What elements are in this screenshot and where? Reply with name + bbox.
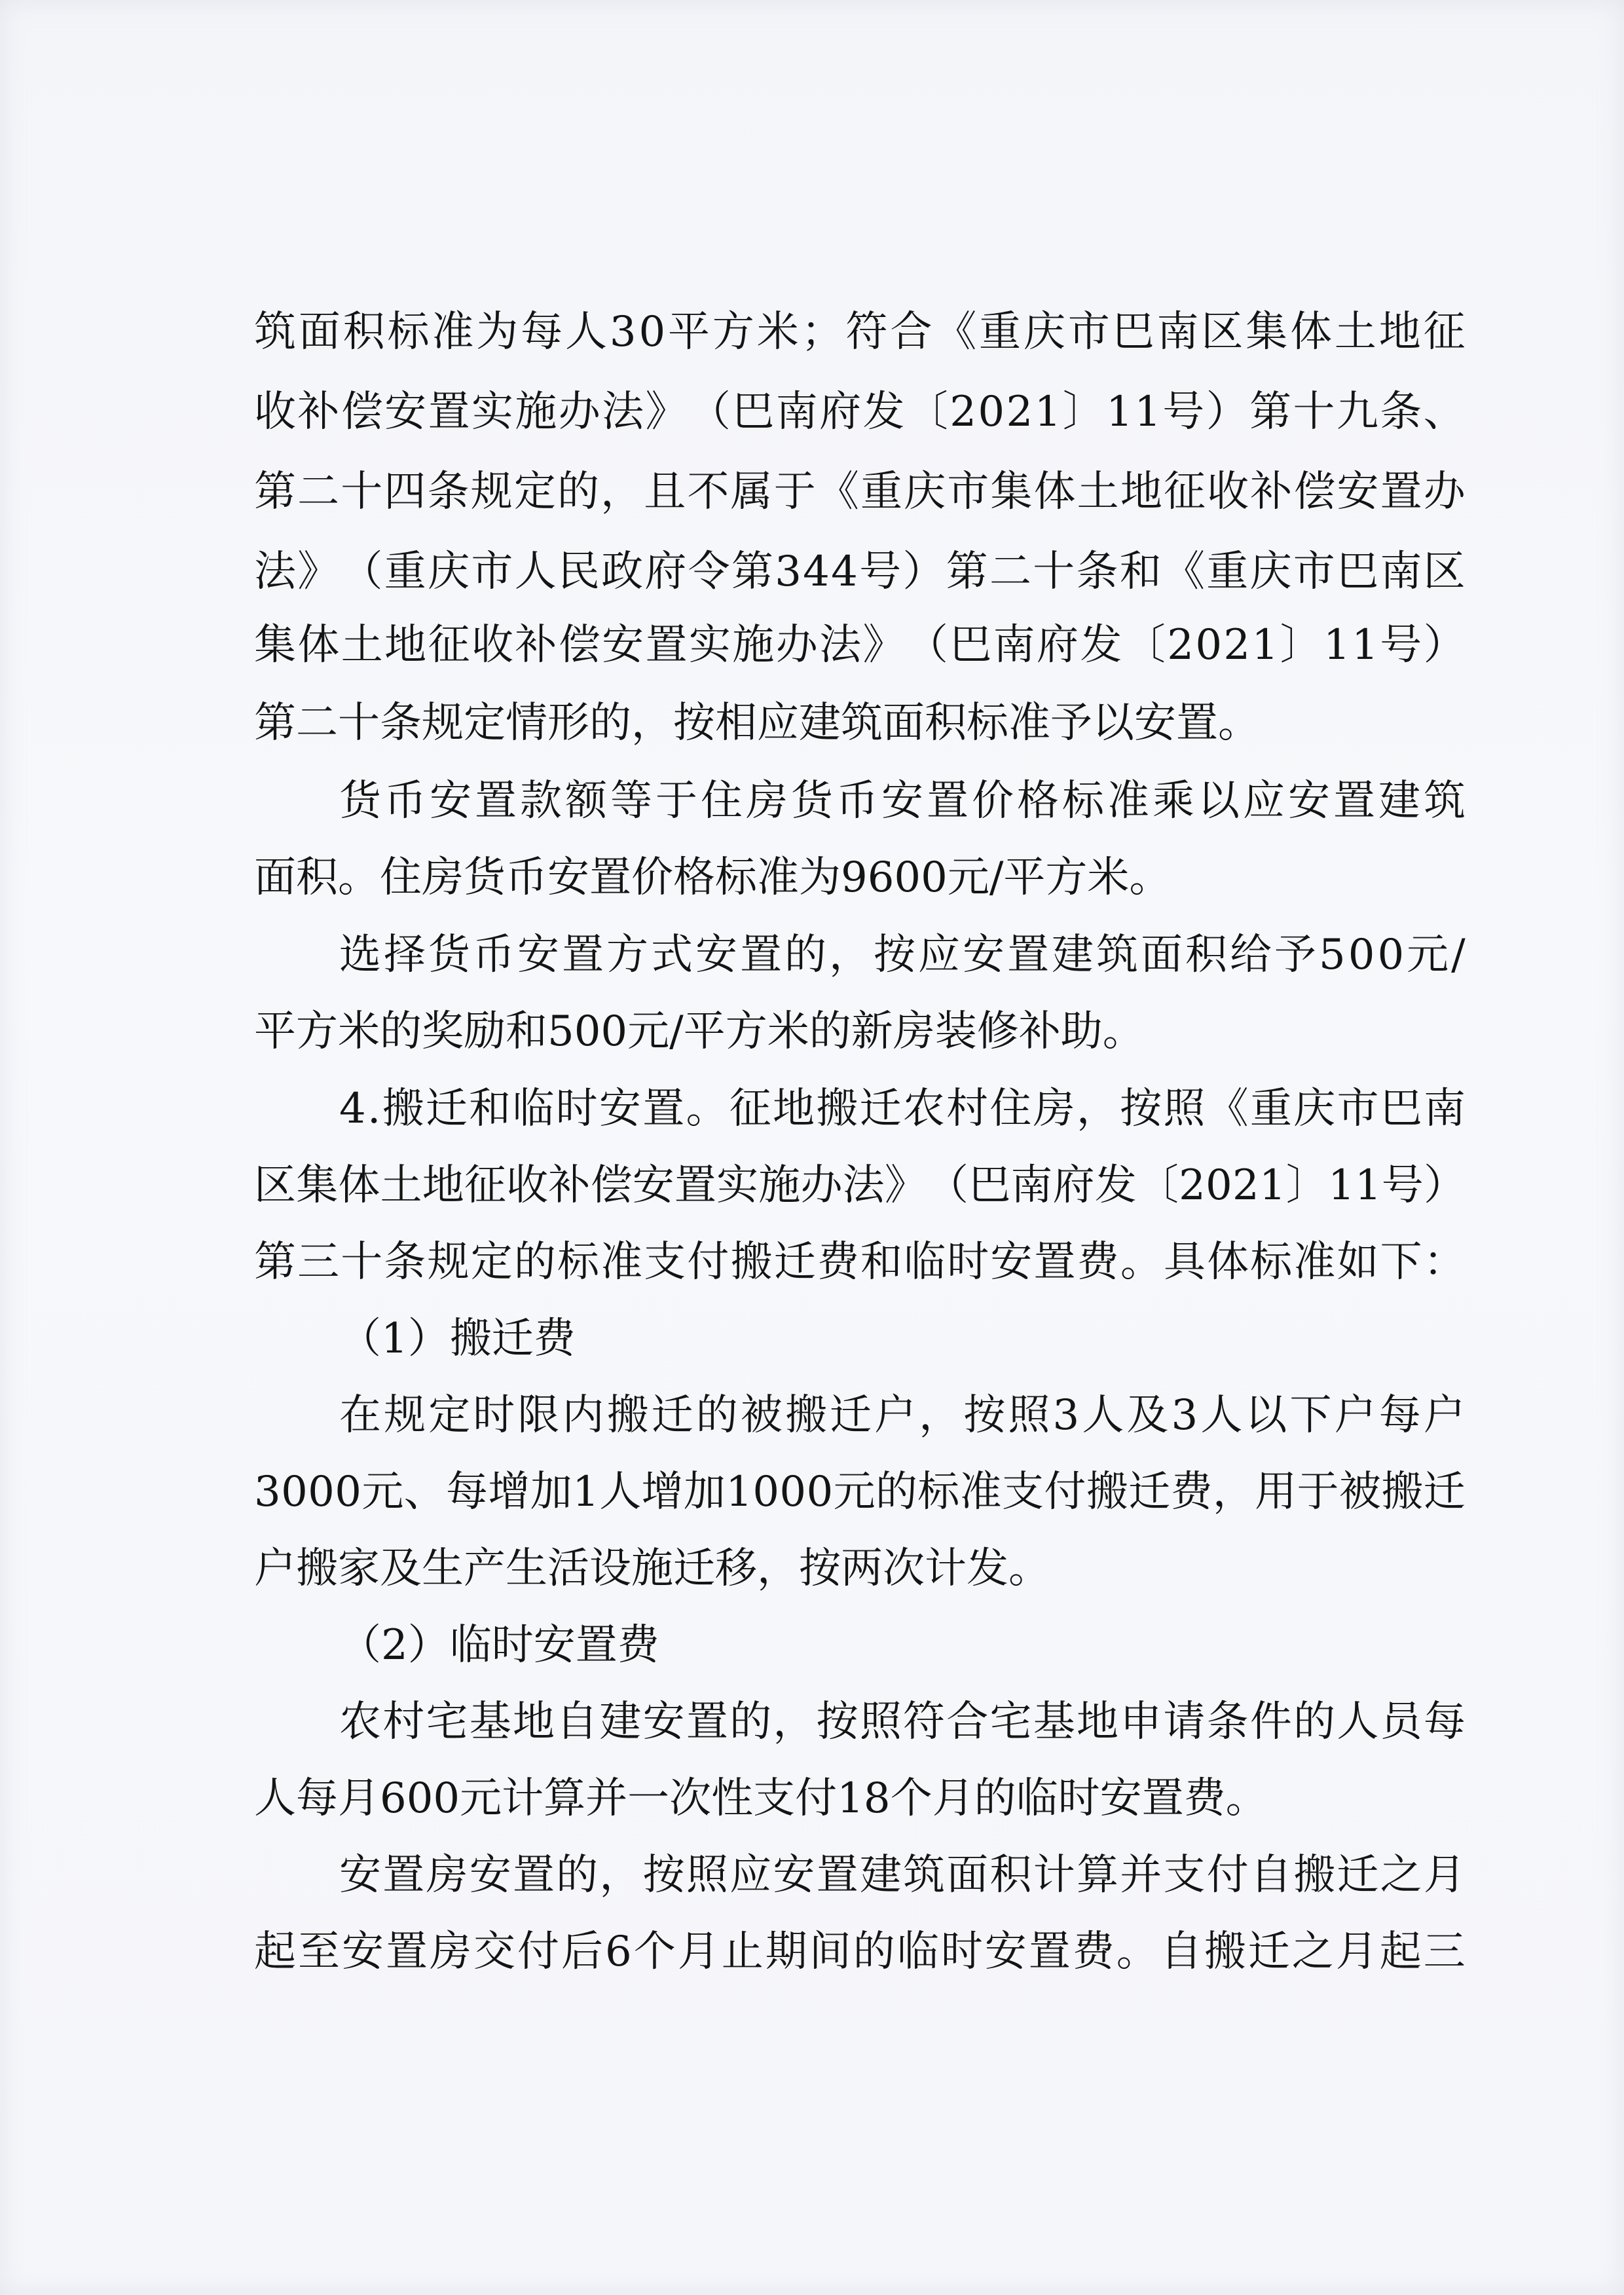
paragraph-first-line xyxy=(339,1389,1466,1442)
line-text: 区 集 体 土 地 征 收 补 偿 安 置 实 施 办 法 》 （ 巴 南 府 发 〔 2 0 2 1 〕 1 1 号 ） xyxy=(254,1161,1466,1210)
text-line xyxy=(254,619,1466,671)
line-text: 选 择 货 币 安 置 方 式 安 置 的 ， 按 应 安 置 建 筑 面 积 给 予 5 0 0 元 / xyxy=(339,931,1466,979)
text-line xyxy=(254,851,1466,904)
line-text: 第 二 十 四 条 规 定 的 ， 且 不 属 于 《 重 庆 市 集 体 土 地 征 收 补 偿 安 置 办 xyxy=(254,468,1466,516)
text-line xyxy=(254,1159,1466,1212)
line-text: 收 补 偿 安 置 实 施 办 法 》 （ 巴 南 府 发 〔 2 0 2 1 〕 1 1 号 ） 第 十 九 条 、 xyxy=(254,388,1466,436)
line-text: 农 村 宅 基 地 自 建 安 置 的 ， 按 照 符 合 宅 基 地 申 请 条 件 的 人 员 每 xyxy=(339,1698,1466,1746)
subheading-moving-fee xyxy=(339,1313,1551,1365)
paragraph-first-line xyxy=(339,775,1466,827)
line-text: 法 》 （ 重 庆 市 人 民 政 府 令 第 3 4 4 号 ） 第 二 十 条 和 《 重 庆 市 巴 南 区 xyxy=(254,548,1466,596)
text-line xyxy=(254,1772,1466,1825)
line-text: 筑 面 积 标 准 为 每 人 3 0 平 方 米 ； 符 合 《 重 庆 市 巴 南 区 集 体 土 地 征 xyxy=(254,308,1466,356)
line-text: 第二十条规定情形的，按相应建筑面积标准予以安置。 xyxy=(254,699,1260,747)
paragraph-first-line xyxy=(339,929,1466,981)
line-text: 3 0 0 0 元 、 每 增 加 1 人 增 加 1 0 0 0 元 的 标 准 支 付 搬 迁 费 ， 用 于 被 搬 迁 xyxy=(254,1468,1466,1516)
text-line xyxy=(254,1542,1466,1595)
line-text: 4 . 搬 迁 和 临 时 安 置 。 征 地 搬 迁 农 村 住 房 ， 按 照 《 重 庆 市 巴 南 xyxy=(339,1085,1466,1133)
line-text: 货 币 安 置 款 额 等 于 住 房 货 币 安 置 价 格 标 准 乘 以 应 安 置 建 筑 xyxy=(339,777,1466,825)
text-line xyxy=(254,1926,1466,1978)
line-text: 起 至 安 置 房 交 付 后 6 个 月 止 期 间 的 临 时 安 置 费 。 自 搬 迁 之 月 起 三 xyxy=(254,1928,1466,1976)
text-line xyxy=(254,386,1466,438)
line-text: 人每月600元计算并一次性支付18个月的临时安置费。 xyxy=(254,1774,1268,1823)
text-line xyxy=(254,546,1466,598)
paragraph-first-line xyxy=(339,1696,1466,1748)
line-text: 户搬家及生产生活设施迁移，按两次计发。 xyxy=(254,1544,1050,1593)
text-line xyxy=(254,1005,1466,1058)
text-line xyxy=(254,306,1466,358)
text-line xyxy=(254,1236,1466,1288)
line-text: 在 规 定 时 限 内 搬 迁 的 被 搬 迁 户 ， 按 照 3 人 及 3 人 以 下 户 每 户 xyxy=(339,1391,1466,1440)
line-text: （2）临时安置费 xyxy=(339,1621,659,1670)
line-text: 第 三 十 条 规 定 的 标 准 支 付 搬 迁 费 和 临 时 安 置 费 。 具 体 标 准 如 下 ： xyxy=(254,1238,1466,1286)
line-text: （1）搬迁费 xyxy=(339,1315,576,1363)
paragraph-first-line xyxy=(339,1083,1466,1135)
text-line xyxy=(254,1466,1466,1518)
text-line xyxy=(254,697,1466,749)
line-text: 安 置 房 安 置 的 ， 按 照 应 安 置 建 筑 面 积 计 算 并 支 付 自 搬 迁 之 月 xyxy=(339,1851,1466,1899)
paragraph-first-line xyxy=(339,1849,1466,1901)
line-text: 平方米的奖励和500元/平方米的新房装修补助。 xyxy=(254,1007,1145,1056)
subheading-temporary-fee xyxy=(339,1619,1551,1671)
line-text: 集 体 土 地 征 收 补 偿 安 置 实 施 办 法 》 （ 巴 南 府 发 〔 2 0 2 1 〕 1 1 号 ） xyxy=(254,621,1466,669)
text-line xyxy=(254,466,1466,518)
line-text: 面积。住房货币安置价格标准为9600元/平方米。 xyxy=(254,853,1172,902)
